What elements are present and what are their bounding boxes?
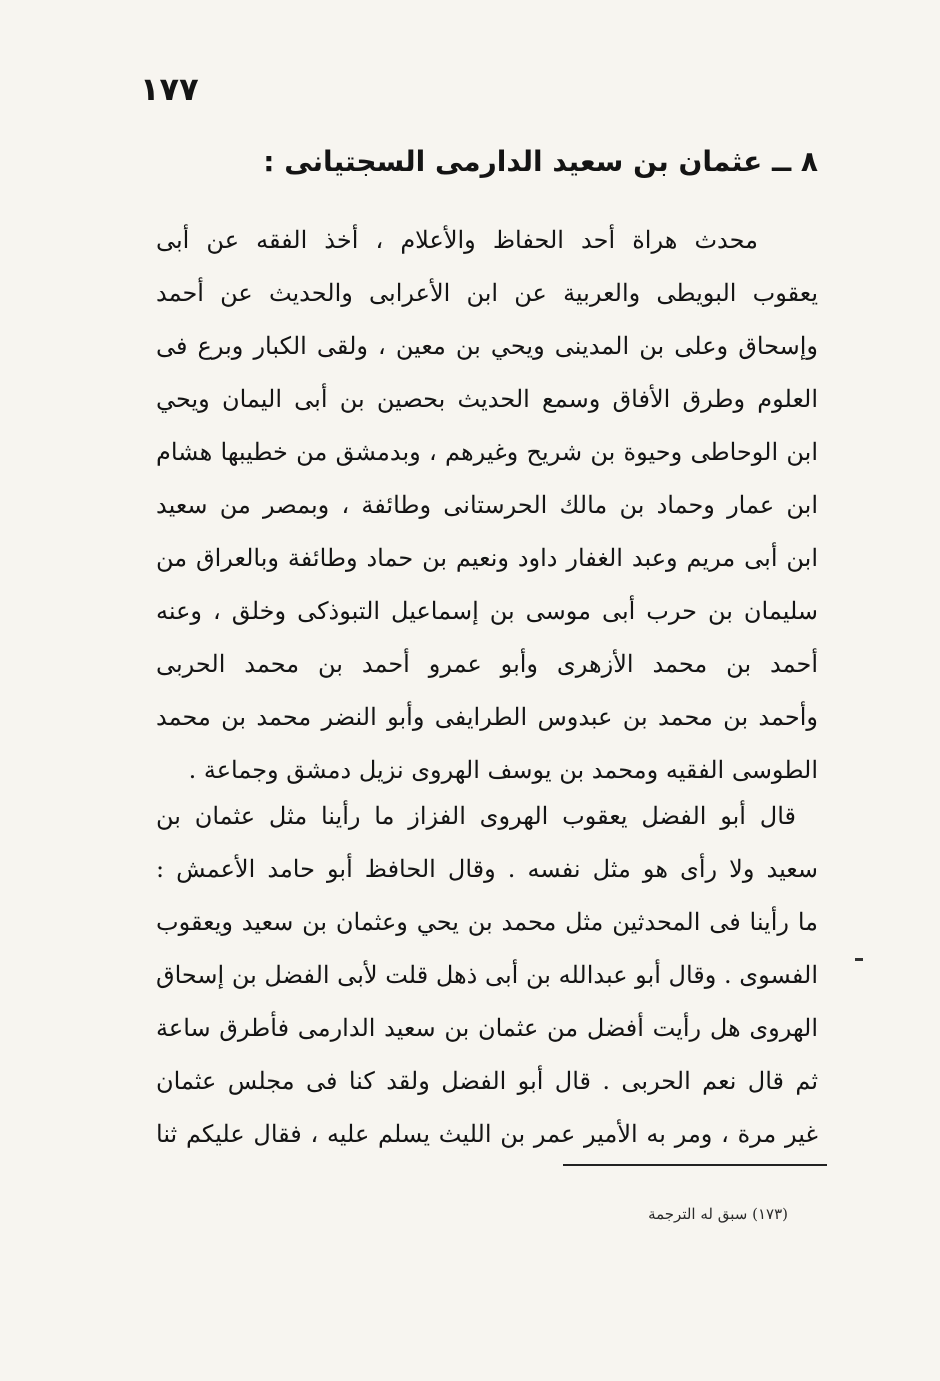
quotes-paragraph [156,790,818,1161]
footnote-divider [563,1164,827,1166]
text-line: يعقوب البويطى والعربية عن ابن الأعرابى والحديث عن أحمد [156,279,818,307]
text-line: العلوم وطرق الأفاق وسمع الحديث بحصين بن أبى اليمان ويحي [156,385,818,413]
text-line: وأحمد بن محمد بن عبدوس الطرايفى وأبو النضر محمد بن محمد [156,703,818,731]
text-line: الطوسى الفقيه ومحمد بن يوسف الهروى نزيل دمشق وجماعة . [188,756,818,784]
section-heading: ٨ ــ عثمان بن سعيد الدارمى السجتيانى : [263,145,818,178]
page-number: ١٧٧ [140,70,199,108]
text-line: الفسوى . وقال أبو عبدالله بن أبى ذهل قلت لأبى الفضل بن إسحاق [156,961,818,989]
text-line: ما رأينا فى المحدثين مثل محمد بن يحي وعثمان بن سعيد ويعقوب [156,908,818,936]
text-line: غير مرة ، ومر به الأمير عمر بن الليث يسلم عليه ، فقال عليكم ثنا [156,1120,818,1148]
text-line: الهروى هل رأيت أفضل من عثمان بن سعيد الدارمى فأطرق ساعة [156,1014,818,1042]
text-line: أحمد بن محمد الأزهرى وأبو عمرو أحمد بن محمد الحربى [156,650,818,678]
text-line: محدث هراة أحد الحفاظ والأعلام ، أخذ الفقه عن أبى [156,226,758,254]
text-line: ابن الوحاطى وحيوة بن شريح وغيرهم ، وبدمشق من خطيبها هشام [156,438,818,466]
text-line: سعيد ولا رأى هو مثل نفسه . وقال الحافظ أبو حامد الأعمش : [156,855,818,883]
text-line: سليمان بن حرب أبى موسى بن إسماعيل التبوذكى وخلق ، وعنه [156,597,818,625]
footnote: (١٧٣) سبق له الترجمة [648,1205,788,1223]
text-line: ابن عمار وحماد بن مالك الحرستانى وطائفة ، وبمصر من سعيد [156,491,818,519]
text-line: وإسحاق وعلى بن المدينى ويحي بن معين ، ولقى الكبار وبرع فى [156,332,818,360]
text-line: ثم قال نعم الحربى . قال أبو الفضل ولقد كنا فى مجلس عثمان [156,1067,818,1095]
text-line: قال أبو الفضل يعقوب الهروى الفزاز ما رأينا مثل عثمان بن [156,802,796,830]
text-line: ابن أبى مريم وعبد الغفار داود ونعيم بن حماد وطائفة وبالعراق من [156,544,818,572]
biography-paragraph [156,214,818,797]
margin-mark [855,958,863,961]
